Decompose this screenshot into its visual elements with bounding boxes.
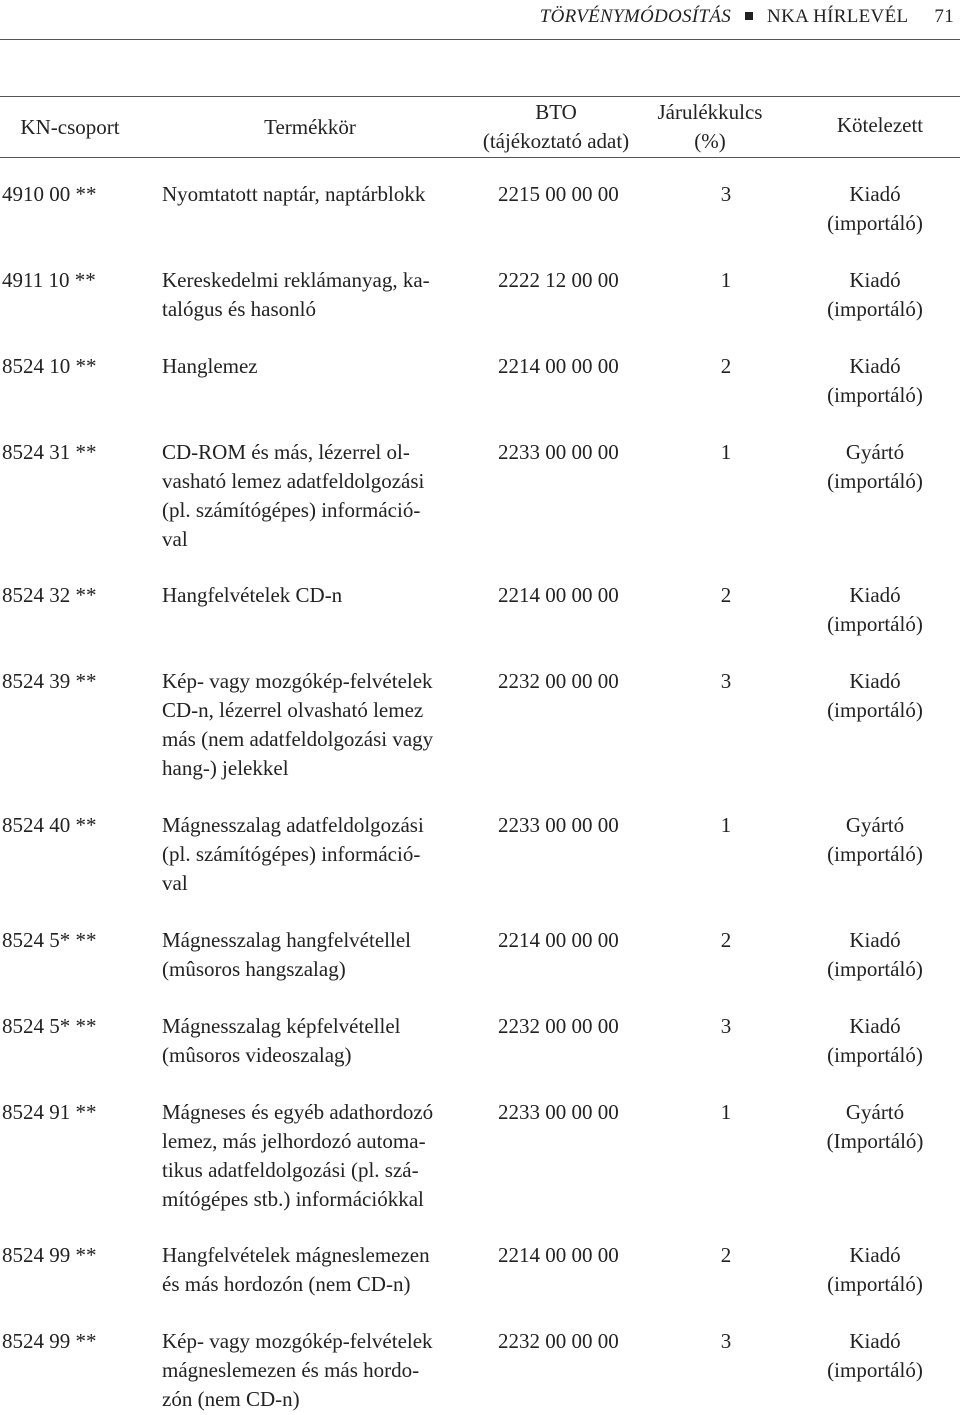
cell-kn-code: 8524 39 **	[2, 669, 97, 693]
cell-bto: 2215 00 00 00	[498, 182, 619, 206]
running-header	[0, 0, 960, 40]
cell-bto: 2232 00 00 00	[498, 1329, 619, 1353]
cell-bto: 2222 12 00 00	[498, 268, 619, 292]
table-header	[0, 96, 960, 158]
cell-kotelezett: Kiadó (importáló)	[827, 182, 923, 235]
cell-kotelezett: Kiadó (importáló)	[827, 669, 923, 722]
column-header-termekkor: Termékkör	[264, 115, 356, 139]
page-number: 71	[934, 6, 954, 27]
cell-bto: 2233 00 00 00	[498, 440, 619, 464]
column-header-kn: KN-csoport	[20, 115, 120, 139]
column-header-bto: BTO (tájékoztató adat)	[482, 100, 630, 153]
cell-bto: 2233 00 00 00	[498, 813, 619, 837]
cell-jarulekkulcs: 1	[720, 813, 732, 837]
cell-jarulekkulcs: 3	[720, 182, 732, 206]
cell-kn-code: 8524 91 **	[2, 1100, 97, 1124]
cell-kn-code: 4911 10 **	[2, 268, 96, 292]
cell-kn-code: 8524 31 **	[2, 440, 97, 464]
cell-termekkor: Mágnesszalag hangfelvétellel (mûsoros hangszalag)	[162, 928, 411, 981]
cell-termekkor: Hangfelvételek mágneslemezen és más hordozón (nem CD-n)	[162, 1243, 430, 1296]
cell-termekkor: Nyomtatott naptár, naptárblokk	[162, 182, 426, 206]
cell-jarulekkulcs: 2	[720, 928, 732, 952]
running-head-text	[540, 6, 954, 28]
column-header-kotelezett: Kötelezett	[836, 113, 924, 137]
cell-kotelezett: Gyártó (Importáló)	[826, 1100, 924, 1153]
cell-bto: 2232 00 00 00	[498, 1014, 619, 1038]
cell-termekkor: Mágnesszalag adatfeldolgozási (pl. számítógépes) információ- val	[162, 813, 424, 895]
cell-kn-code: 8524 32 **	[2, 583, 97, 607]
cell-kotelezett: Kiadó (importáló)	[827, 928, 923, 981]
cell-bto: 2214 00 00 00	[498, 354, 619, 378]
cell-jarulekkulcs: 2	[720, 354, 732, 378]
cell-bto: 2214 00 00 00	[498, 583, 619, 607]
cell-termekkor: Hangfelvételek CD-n	[162, 583, 343, 607]
cell-kn-code: 8524 99 **	[2, 1329, 97, 1353]
cell-termekkor: CD-ROM és más, lézerrel ol- vasható lemez adatfeldolgozási (pl. számítógépes) információ- val	[162, 440, 425, 551]
cell-kn-code: 8524 10 **	[2, 354, 97, 378]
cell-kotelezett: Kiadó (importáló)	[827, 354, 923, 407]
cell-kotelezett: Kiadó (importáló)	[827, 1329, 923, 1382]
cell-jarulekkulcs: 2	[720, 583, 732, 607]
cell-termekkor: Mágnesszalag képfelvétellel (mûsoros videoszalag)	[162, 1014, 401, 1067]
column-header-jarulek: Járulékkulcs (%)	[657, 100, 763, 153]
cell-bto: 2214 00 00 00	[498, 928, 619, 952]
cell-termekkor: Kereskedelmi reklámanyag, ka- talógus és hasonló	[162, 268, 430, 321]
cell-jarulekkulcs: 3	[720, 1014, 732, 1038]
cell-jarulekkulcs: 1	[720, 440, 732, 464]
publication-name: NKA HÍRLEVÉL	[767, 6, 909, 27]
cell-kotelezett: Gyártó (importáló)	[827, 813, 923, 866]
cell-bto: 2233 00 00 00	[498, 1100, 619, 1124]
cell-kn-code: 8524 5* **	[2, 1014, 97, 1038]
cell-kotelezett: Kiadó (importáló)	[827, 1243, 923, 1296]
cell-kotelezett: Gyártó (importáló)	[827, 440, 923, 493]
cell-jarulekkulcs: 3	[720, 669, 732, 693]
cell-kn-code: 8524 99 **	[2, 1243, 97, 1267]
cell-termekkor: Kép- vagy mozgókép-felvételek CD-n, lézerrel olvasható lemez más (nem adatfeldolgozási vagy hang-) jelekkel	[162, 669, 434, 780]
cell-termekkor: Mágneses és egyéb adathordozó lemez, más jelhordozó automa- tikus adatfeldolgozási (pl. szá- mítógépes stb.) információkkal	[162, 1100, 434, 1211]
cell-termekkor: Hanglemez	[162, 354, 258, 378]
cell-termekkor: Kép- vagy mozgókép-felvételek mágneslemezen és más hordo- zón (nem CD-n)	[162, 1329, 433, 1411]
cell-kn-code: 8524 40 **	[2, 813, 97, 837]
cell-bto: 2232 00 00 00	[498, 669, 619, 693]
cell-kotelezett: Kiadó (importáló)	[827, 268, 923, 321]
section-title: TÖRVÉNYMÓDOSÍTÁS	[539, 6, 732, 27]
cell-bto: 2214 00 00 00	[498, 1243, 619, 1267]
cell-jarulekkulcs: 1	[720, 268, 732, 292]
cell-kotelezett: Kiadó (importáló)	[827, 1014, 923, 1067]
square-bullet-icon	[745, 12, 753, 20]
cell-jarulekkulcs: 2	[720, 1243, 732, 1267]
cell-kn-code: 8524 5* **	[2, 928, 97, 952]
cell-jarulekkulcs: 1	[720, 1100, 732, 1124]
cell-kotelezett: Kiadó (importáló)	[827, 583, 923, 636]
cell-jarulekkulcs: 3	[720, 1329, 732, 1353]
cell-kn-code: 4910 00 **	[2, 182, 97, 206]
